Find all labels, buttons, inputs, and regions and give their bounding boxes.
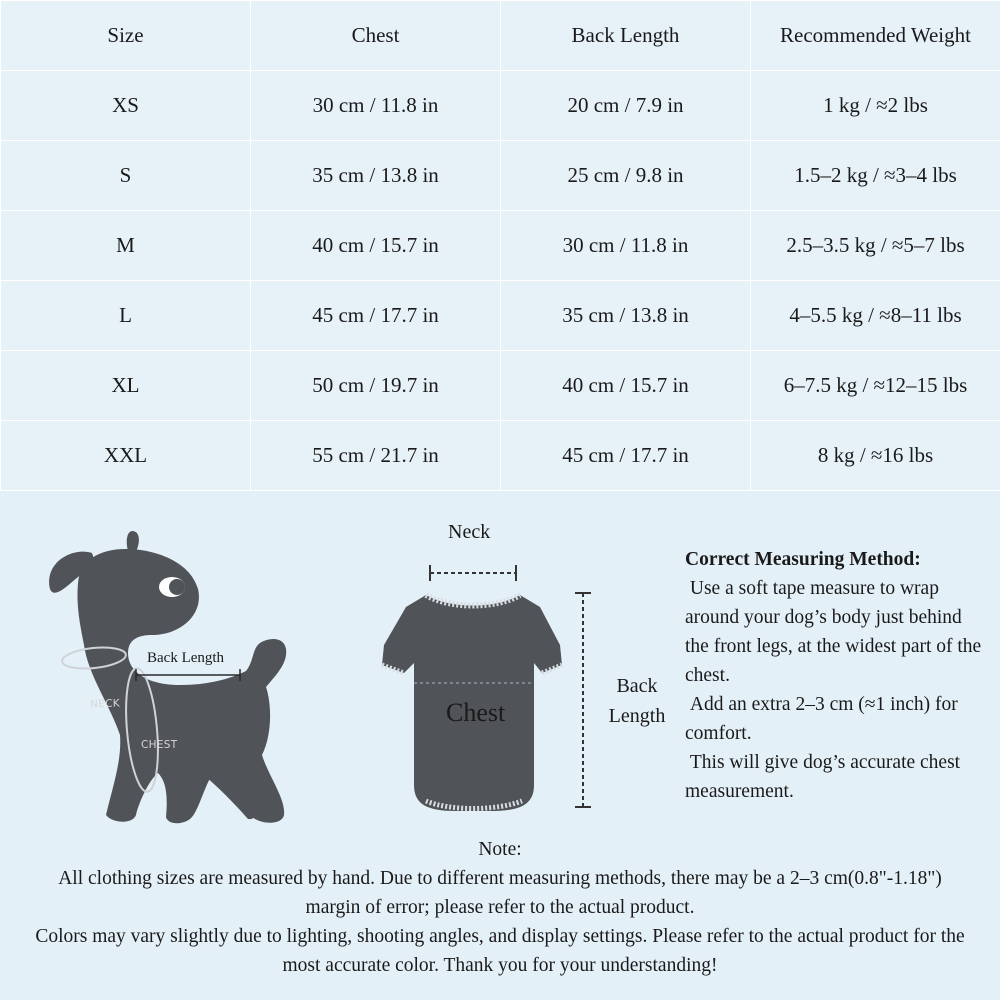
table-row [1, 351, 1000, 421]
table-row [1, 211, 1000, 281]
size-cell: M [1, 211, 251, 281]
chest-cell: 55 cm / 21.7 in [251, 421, 501, 491]
size-cell: XL [1, 351, 251, 421]
size-cell: S [1, 141, 251, 211]
size-chart-table [0, 0, 1000, 491]
size-cell: XS [1, 71, 251, 141]
dog-chest-label: CHEST [141, 739, 178, 751]
header-size: Size [1, 1, 251, 71]
weight-cell: 4–5.5 kg / ≈8–11 lbs [751, 281, 1000, 351]
chest-cell: 45 cm / 17.7 in [251, 281, 501, 351]
note-color-disclaimer: Colors may vary slightly due to lighting, shooting angles, and display settings. Please refer to the actual product for the most accurate color. Thank you for your understanding! [35, 926, 965, 976]
measuring-method [685, 545, 990, 806]
shirt-diagram [370, 515, 610, 825]
shirt-back-length-label [598, 671, 676, 731]
chest-cell: 40 cm / 15.7 in [251, 211, 501, 281]
shirt-chest-label: Chest [446, 698, 506, 727]
header-recommended-weight: Recommended Weight [751, 1, 1000, 71]
dog-shirt-icon [370, 515, 610, 825]
back-length-cell: 45 cm / 17.7 in [501, 421, 751, 491]
back-length-cell: 30 cm / 11.8 in [501, 211, 751, 281]
note-measurement-disclaimer: All clothing sizes are measured by hand. Due to different measuring methods, there may be a 2–3 cm(0.8"-1.18") margin of error; please refer to the actual product. [58, 868, 942, 918]
measuring-method-title: Correct Measuring Method: [685, 549, 921, 570]
chest-cell: 30 cm / 11.8 in [251, 71, 501, 141]
size-cell: L [1, 281, 251, 351]
table-row [1, 71, 1000, 141]
note-title: Note: [478, 839, 522, 860]
note-section [0, 835, 1000, 980]
table-row [1, 281, 1000, 351]
shirt-neck-label: Neck [448, 521, 491, 543]
chest-cell: 35 cm / 13.8 in [251, 141, 501, 211]
header-chest: Chest [251, 1, 501, 71]
dog-neck-label: NECK [89, 697, 121, 711]
back-length-line-2: Length [608, 705, 666, 727]
weight-cell: 1 kg / ≈2 lbs [751, 71, 1000, 141]
back-length-cell: 40 cm / 15.7 in [501, 351, 751, 421]
weight-cell: 1.5–2 kg / ≈3–4 lbs [751, 141, 1000, 211]
size-cell: XXL [1, 421, 251, 491]
header-back-length: Back Length [501, 1, 751, 71]
dog-silhouette-diagram [40, 525, 310, 830]
dog-back-length-label: Back Length [147, 650, 225, 666]
back-length-line-1: Back [616, 675, 658, 697]
measuring-step: This will give dog’s accurate chest measurement. [685, 752, 965, 802]
table-header-row [1, 1, 1000, 71]
measuring-step: Use a soft tape measure to wrap around your dog’s body just behind the front legs, at the widest part of the chest. [685, 578, 987, 686]
dog-silhouette-icon [40, 525, 310, 830]
back-length-cell: 35 cm / 13.8 in [501, 281, 751, 351]
chest-cell: 50 cm / 19.7 in [251, 351, 501, 421]
measuring-step: Add an extra 2–3 cm (≈1 inch) for comfort. [685, 694, 963, 744]
table-row [1, 421, 1000, 491]
table-row [1, 141, 1000, 211]
weight-cell: 8 kg / ≈16 lbs [751, 421, 1000, 491]
back-length-cell: 25 cm / 9.8 in [501, 141, 751, 211]
back-length-cell: 20 cm / 7.9 in [501, 71, 751, 141]
weight-cell: 6–7.5 kg / ≈12–15 lbs [751, 351, 1000, 421]
weight-cell: 2.5–3.5 kg / ≈5–7 lbs [751, 211, 1000, 281]
